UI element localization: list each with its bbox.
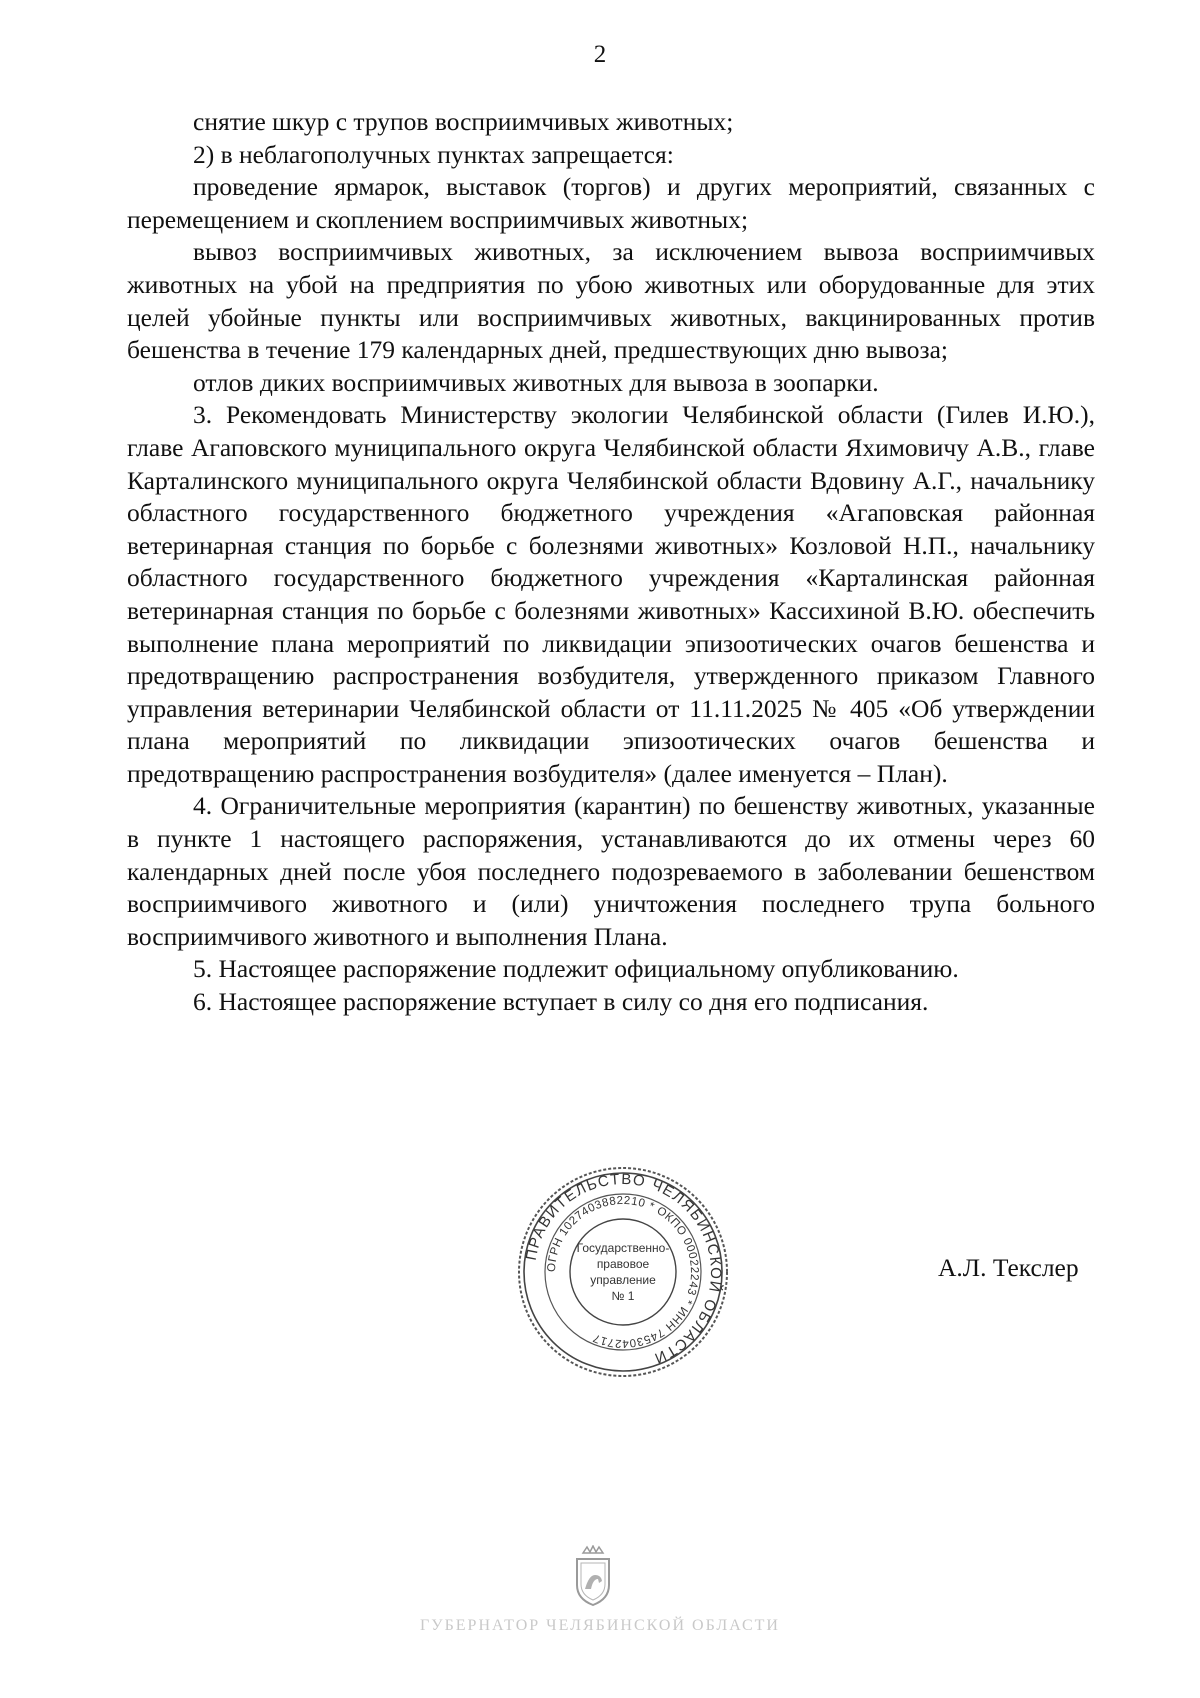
signatory-name: А.Л. Текслер	[938, 1253, 1079, 1282]
paragraph-item-5: 5. Настоящее распоряжение подлежит официальному опубликованию.	[193, 954, 959, 984]
seal-inner-ring-text: ОГРН 1027403882210 * ОКПО 00022243 * ИНН 7453042717	[545, 1194, 701, 1350]
order-body	[127, 106, 1095, 1019]
page-number: 2	[593, 41, 607, 68]
paragraph-item-3: 3. Рекомендовать Министерству экологии Челябинской области (Гилев И.Ю.), главе Агаповского муниципального округа Челябинской области Яхимовичу А.В., главе Карталинского муниципального округа Челябинской области Вдовину А.Г., начальнику областного государственного бюджетного учреждения «Агаповская районная ветеринарная станция по борьбе с болезнями животных» Козловой Н.П., начальнику областного государственного бюджетного учреждения «Карталинская районная ветеринарная станция по борьбе с болезнями животных» Кассихиной В.Ю. обеспечить выполнение плана мероприятий по ликвидации эпизоотических очагов бешенства и предотвращению распространения возбудителя, утвержденного приказом Главного управления ветеринарии Челябинской области от 11.11.2025 № 405 «Об утверждении плана мероприятий по ликвидации эпизоотических очагов бешенства и предотвращению распространения возбудителя» (далее именуется – План).	[127, 400, 1095, 788]
paragraph-fairs: проведение ярмарок, выставок (торгов) и других мероприятий, связанных с перемещением и скоплением восприимчивых животных;	[127, 172, 1095, 234]
paragraph-export: вывоз восприимчивых животных, за исключением вывоза восприимчивых животных на убой на предприятия по убою животных или оборудованные для этих целей убойные пункты или восприимчивых животных, вакцинированных против бешенства в течение 179 календарных дней, предшествующих дню вывоза;	[127, 237, 1095, 365]
seal-center-line: Государственно-	[576, 1241, 670, 1255]
paragraph-item-6: 6. Настоящее распоряжение вступает в силу со дня его подписания.	[193, 987, 929, 1017]
paragraph-prohibited-heading: 2) в неблагополучных пунктах запрещается:	[193, 139, 674, 169]
paragraph-capture: отлов диких восприимчивых животных для вывоза в зоопарки.	[193, 367, 879, 397]
seal-center-text	[572, 1223, 674, 1321]
paragraph-item-4: 4. Ограничительные мероприятия (карантин) по бешенству животных, указанные в пункте 1 настоящего распоряжения, устанавливаются до их отмены через 60 календарных дней после убоя последнего подозреваемого в заболевании бешенством восприимчивого животного и (или) уничтожения последнего трупа больного восприимчивого животного и выполнения Плана.	[127, 791, 1095, 951]
coat-of-arms-icon	[571, 1545, 615, 1607]
seal-center-line: управление	[590, 1273, 656, 1287]
official-seal	[516, 1165, 730, 1379]
paragraph-skins: снятие шкур с трупов восприимчивых животных;	[193, 107, 734, 136]
footer-caption: ГУБЕРНАТОР ЧЕЛЯБИНСКОЙ ОБЛАСТИ	[420, 1617, 780, 1634]
seal-outer-text: ПРАВИТЕЛЬСТВО ЧЕЛЯБИНСКОЙ ОБЛАСТИ	[522, 1170, 725, 1368]
seal-center-line: правовое	[596, 1257, 650, 1271]
seal-center-line: № 1	[611, 1289, 635, 1303]
